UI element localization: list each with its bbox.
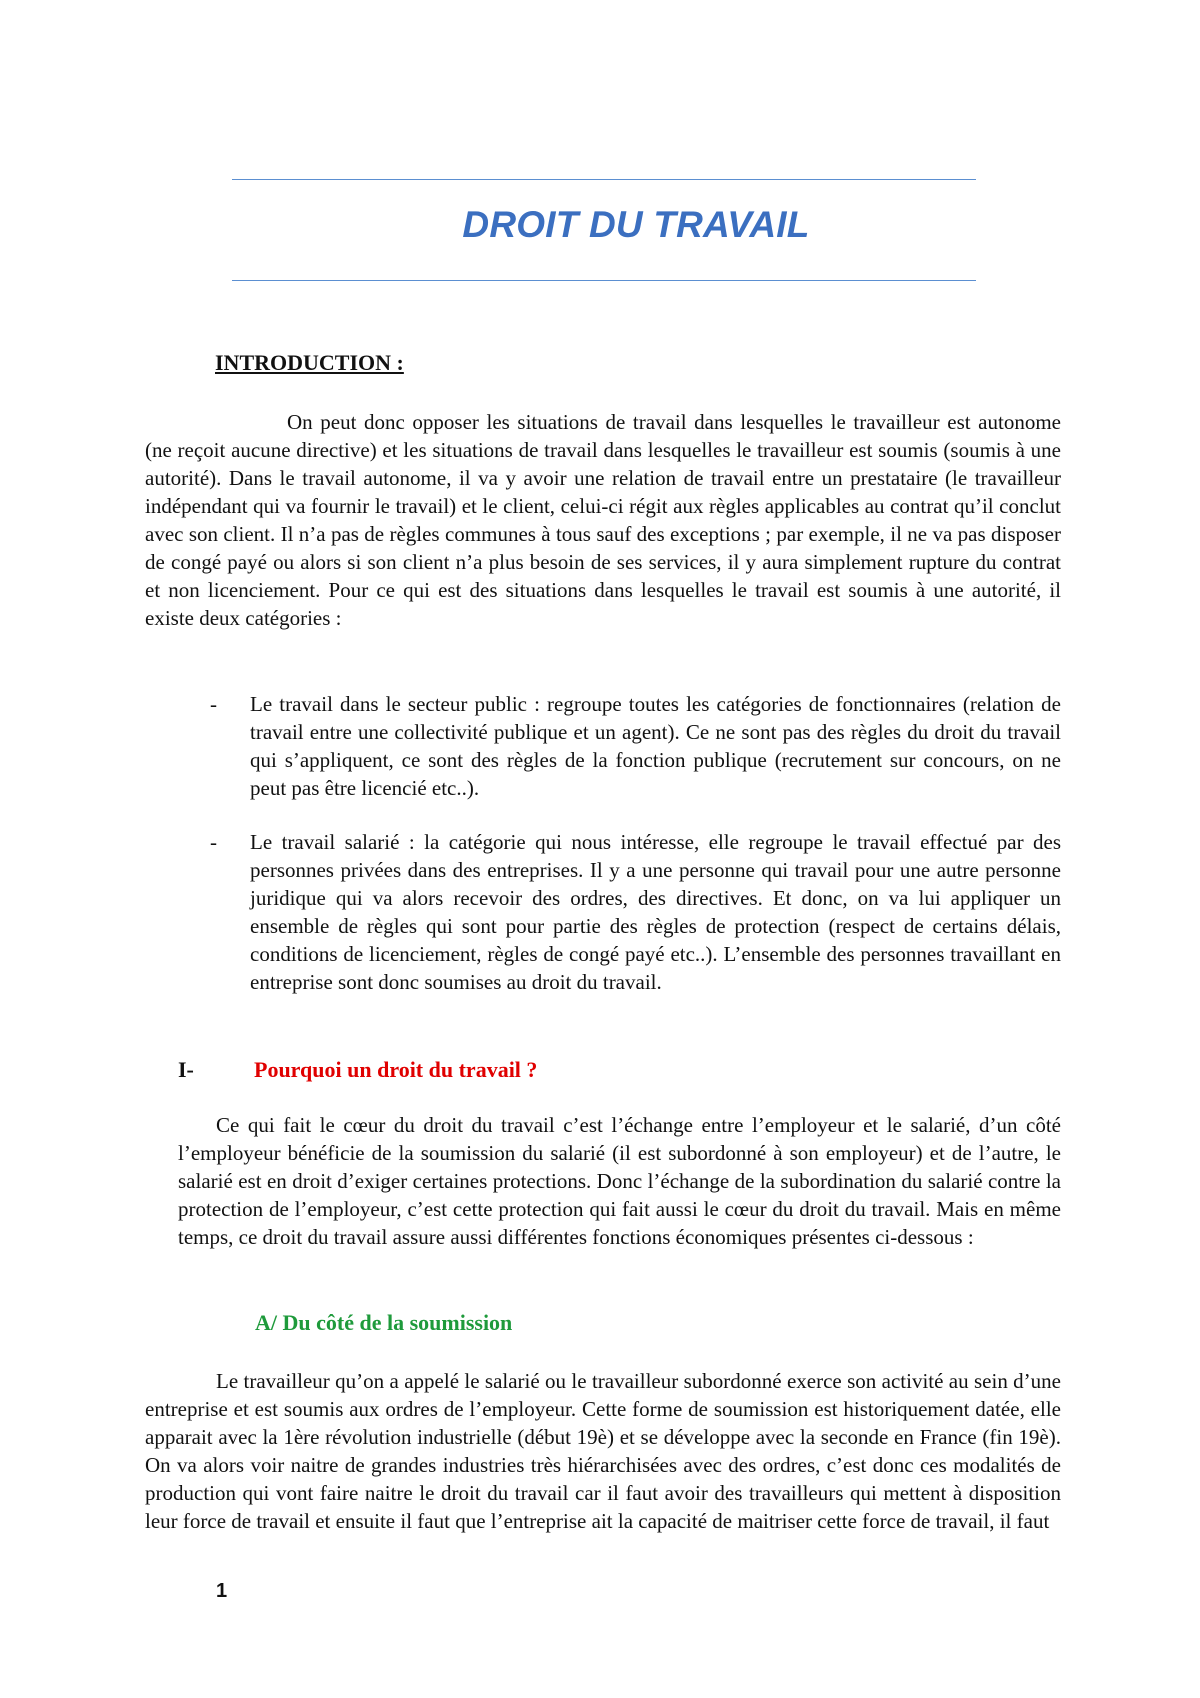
bullet-text: Le travail salarié : la catégorie qui nous intéresse, elle regroupe le travail effectué par des personnes privées dans des entreprises. Il y a une personne qui travail pour une autre personne juridique qui va alors recevoir des ordres, des directives. Et donc, on va lui appliquer un ensemble de règles qui sont pour partie des règles de protection (respect de certains délais, conditions de licenciement, règles de congé payé etc..). L’ensemble des personnes travaillant en entreprise sont donc soumises au droit du travail. bbox=[250, 830, 1061, 994]
section-title: Pourquoi un droit du travail ? bbox=[254, 1057, 538, 1082]
page-number: 1 bbox=[216, 1580, 228, 1602]
subsection-paragraph: Le travailleur qu’on a appelé le salarié ou le travailleur subordonné exerce son activité au sein d’une entreprise et est soumis aux ordres de l’employeur. Cette forme de soumission est historiquement datée, elle apparait avec la 1ère révolution industrielle (début 19è) et se développe avec la seconde en France (fin 19è). On va alors voir naitre de grandes industries très hiérarchisées avec des ordres, c’est donc ces modalités de production qui vont faire naitre le droit du travail car il faut avoir des travailleurs qui mettent à disposition leur force de travail et ensuite il faut que l’entreprise ait la capacité de maitriser cette force de travail, il faut bbox=[145, 1369, 1061, 1533]
subsection-title: A/ Du côté de la soumission bbox=[255, 1310, 513, 1335]
bullet-dash-marker: - bbox=[210, 830, 217, 854]
section-number: I- bbox=[178, 1057, 194, 1082]
section-heading bbox=[178, 1057, 538, 1083]
bullet-list-salaried bbox=[210, 828, 1061, 996]
bullet-item-public-sector bbox=[210, 690, 1061, 802]
bullet-item-salaried-work bbox=[210, 828, 1061, 996]
title-bottom-rule bbox=[232, 280, 976, 281]
title-top-rule bbox=[232, 179, 976, 180]
section-paragraph: Ce qui fait le cœur du droit du travail c’est l’échange entre l’employeur et le salarié, d’un côté l’employeur bénéficie de la soumission du salarié (il est subordonné à son employeur) et de l’autre, le salarié est en droit d’exiger certaines protections. Donc l’échange de la subordination du salarié contre la protection de l’employeur, c’est cette protection qui fait aussi le cœur du droit du travail. Mais en même temps, ce droit du travail assure aussi différentes fonctions économiques présentes ci-dessous : bbox=[178, 1113, 1061, 1249]
document-title: DROIT DU TRAVAIL bbox=[462, 204, 810, 245]
bullet-dash-marker: - bbox=[210, 692, 217, 716]
bullet-list-public bbox=[210, 690, 1061, 802]
introduction-paragraph: On peut donc opposer les situations de travail dans lesquelles le travailleur est autonome (ne reçoit aucune directive) et les situations de travail dans lesquelles le travailleur est soumis (soumis à une autorité). Dans le travail autonome, il va y avoir une relation de travail entre un prestataire (le travailleur indépendant qui va fournir le travail) et le client, celui-ci régit aux règles applicables au contrat qu’il conclut avec son client. Il n’a pas de règles communes à tous sauf des exceptions ; par exemple, il ne va pas disposer de congé payé ou alors si son client n’a plus besoin de ses services, il y aura simplement rupture du contrat et non licenciement. Pour ce qui est des situations dans lesquelles le travail est soumis à une autorité, il existe deux catégories : bbox=[145, 410, 1061, 630]
bullet-text: Le travail dans le secteur public : regroupe toutes les catégories de fonctionnaires (relation de travail entre une collectivité publique et un agent). Ce ne sont pas des règles du droit du travail qui s’appliquent, ce sont des règles de la fonction publique (recrutement sur concours, on ne peut pas être licencié etc..). bbox=[250, 692, 1061, 800]
introduction-heading: INTRODUCTION : bbox=[215, 350, 404, 375]
